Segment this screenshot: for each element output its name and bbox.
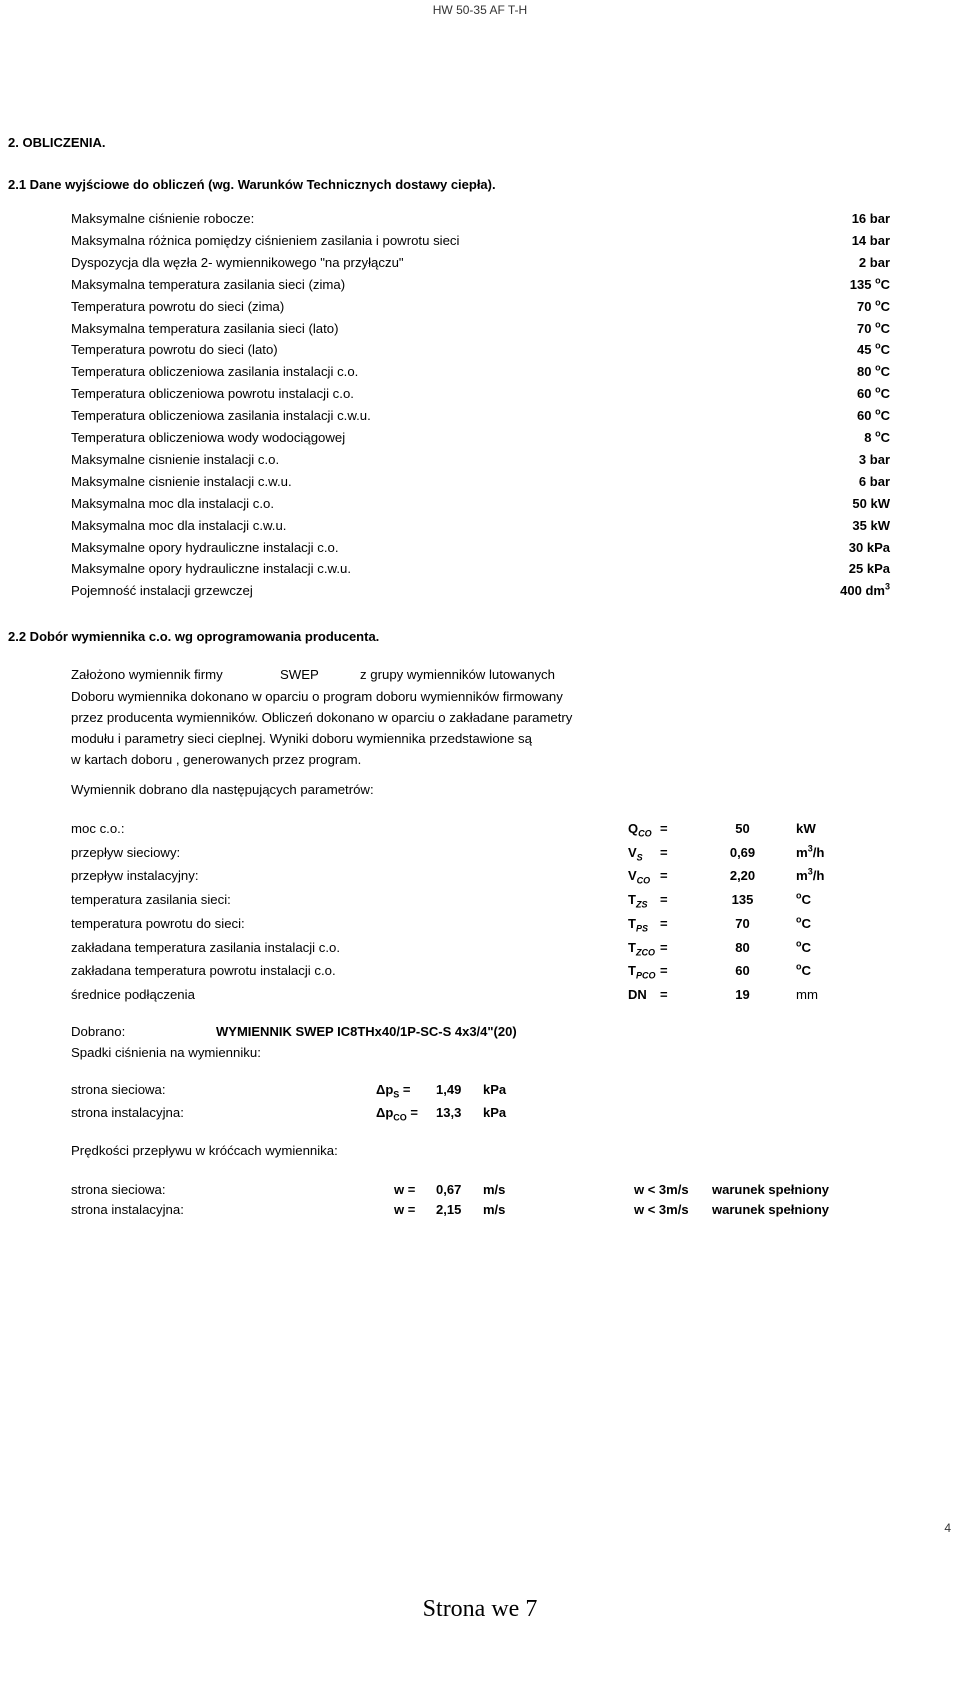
- data-row-unit: $^o$C: [875, 384, 890, 401]
- data-row-value: [770, 386, 890, 401]
- param-value: 0,69: [729, 845, 756, 860]
- param-value: 2,20: [729, 868, 756, 883]
- params-intro: Wymiennik dobrano dla następujących parametrów:: [71, 782, 374, 797]
- data-row-label: Temperatura obliczeniowa zasilania instalacji c.w.u.: [71, 408, 371, 423]
- data-row-unit: $^o$C: [875, 340, 890, 357]
- pressure-label: strona sieciowa:: [71, 1082, 166, 1097]
- param-equals: =: [660, 845, 668, 860]
- param-value: 50: [735, 821, 750, 836]
- data-row-unit: kW: [866, 496, 890, 511]
- data-row-label: Temperatura obliczeniowa zasilania instalacji c.o.: [71, 364, 359, 379]
- data-row-unit: bar: [866, 255, 890, 270]
- subsection-title-2-2: 2.2 Dobór wymiennika c.o. wg oprogramowania producenta.: [8, 629, 380, 644]
- param-value: 19: [735, 987, 750, 1002]
- data-row-number: 6: [858, 474, 867, 489]
- data-row-label: Maksymalne ciśnienie robocze:: [71, 211, 255, 226]
- data-row-number: 60: [857, 386, 872, 401]
- data-row-label: Temperatura powrotu do sieci (zima): [71, 299, 285, 314]
- data-row-unit: bar: [866, 233, 890, 248]
- pressure-label: strona instalacyjna:: [71, 1105, 184, 1120]
- pressure-unit: kPa: [483, 1082, 507, 1097]
- data-row-value: [770, 474, 890, 489]
- velocity-value: 2,15: [436, 1202, 462, 1217]
- param-symbol: $T_{ZCO}$: [628, 940, 655, 958]
- data-row-label: Maksymalna temperatura zasilania sieci (zima): [71, 277, 346, 292]
- data-row-label: Maksymalne opory hydrauliczne instalacji c.w.u.: [71, 561, 351, 576]
- pressure-symbol: $\Delta p_{CO}$ =: [376, 1105, 419, 1123]
- data-row-number: 30: [848, 540, 864, 555]
- param-symbol: $V_S$: [628, 845, 643, 863]
- data-row-label: Maksymalne opory hydrauliczne instalacji c.o.: [71, 540, 339, 555]
- velocity-unit: m/s: [483, 1202, 506, 1217]
- data-row-value: [770, 233, 890, 248]
- param-equals: =: [660, 821, 668, 836]
- data-row-unit: bar: [866, 211, 890, 226]
- data-row-label: Maksymalna temperatura zasilania sieci (lato): [71, 321, 339, 336]
- velocity-symbol: w =: [394, 1202, 416, 1217]
- param-symbol: $V_{CO}$: [628, 868, 651, 886]
- data-row-label: Pojemność instalacji grzewczej: [71, 583, 253, 598]
- data-row-value: [770, 496, 890, 511]
- data-row-value: [770, 518, 890, 533]
- param-unit: mm: [796, 987, 818, 1002]
- velocity-status: warunek spełniony: [712, 1202, 830, 1217]
- data-row-label: Maksymalna moc dla instalacji c.o.: [71, 496, 275, 511]
- page-footer: Strona we 7: [422, 1596, 538, 1622]
- data-row-unit: $^o$C: [875, 362, 890, 379]
- param-symbol: $T_{PCO}$: [628, 963, 656, 981]
- data-row-unit: $^o$C: [875, 406, 890, 423]
- data-row-number: 3: [858, 452, 867, 467]
- param-unit: $^o$C: [796, 890, 812, 907]
- param-value: 135: [731, 892, 754, 907]
- data-row-number: 2: [858, 255, 867, 270]
- param-equals: =: [660, 868, 668, 883]
- param-equals: =: [660, 987, 668, 1002]
- velocity-status: warunek spełniony: [712, 1182, 830, 1197]
- param-value: 80: [735, 940, 750, 955]
- data-row-unit: kPa: [863, 540, 890, 555]
- param-symbol: $T_{PS}$: [628, 916, 648, 934]
- pressure-unit: kPa: [483, 1105, 507, 1120]
- intro-text: Założono wymiennik firmy: [71, 667, 223, 682]
- chosen-exchanger: WYMIENNIK SWEP IC8THx40/1P-SC-S 4x3/4"(20): [216, 1024, 517, 1039]
- data-row-value: [770, 255, 890, 270]
- data-row-unit: $^o$C: [875, 428, 890, 445]
- data-row-number: 45: [857, 342, 872, 357]
- data-row-number: 16: [851, 211, 867, 226]
- paragraph-line: przez producenta wymienników. Obliczeń dokonano w oparciu o zakładane parametry: [71, 710, 573, 725]
- param-label: zakładana temperatura powrotu instalacji c.o.: [71, 963, 336, 978]
- param-equals: =: [660, 940, 668, 955]
- velocity-condition: w < 3m/s: [634, 1202, 689, 1217]
- data-row-value: [770, 408, 890, 423]
- param-unit: $^o$C: [796, 961, 812, 978]
- intro-text-2: z grupy wymienników lutowanych: [360, 667, 555, 682]
- paragraph-line: modułu i parametry sieci cieplnej. Wyniki doboru wymiennika przedstawione są: [71, 731, 532, 746]
- data-row-value: [770, 540, 890, 555]
- param-value: 70: [735, 916, 750, 931]
- data-row-value: [770, 211, 890, 226]
- data-row-label: Maksymalne cisnienie instalacji c.w.u.: [71, 474, 292, 489]
- paragraph-line: w kartach doboru , generowanych przez program.: [71, 752, 362, 767]
- data-row-value: [770, 342, 890, 357]
- data-row-unit: kW: [866, 518, 890, 533]
- pressure-symbol: $\Delta p_S$ =: [376, 1082, 411, 1100]
- param-unit: kW: [796, 821, 816, 836]
- param-label: temperatura zasilania sieci:: [71, 892, 231, 907]
- param-symbol: DN: [628, 987, 647, 1002]
- velocity-value: 0,67: [436, 1182, 462, 1197]
- data-row-number: 70: [857, 321, 872, 336]
- data-row-number: 14: [851, 233, 867, 248]
- velocity-symbol: w =: [394, 1182, 416, 1197]
- data-row-value: [770, 561, 890, 576]
- data-row-number: 60: [857, 408, 872, 423]
- data-row-value: [770, 364, 890, 379]
- data-row-number: 25: [848, 561, 864, 576]
- velocity-title: Prędkości przepływu w króćcach wymiennika:: [71, 1143, 338, 1158]
- velocity-label: strona sieciowa:: [71, 1182, 166, 1197]
- data-row-label: Maksymalna różnica pomiędzy ciśnieniem zasilania i powrotu sieci: [71, 233, 460, 248]
- velocity-condition: w < 3m/s: [634, 1182, 689, 1197]
- pressure-value: 1,49: [436, 1082, 462, 1097]
- param-label: moc c.o.:: [71, 821, 125, 836]
- pressure-value: 13,3: [436, 1105, 462, 1120]
- data-row-label: Maksymalna moc dla instalacji c.w.u.: [71, 518, 287, 533]
- param-equals: =: [660, 963, 668, 978]
- data-row-number: 50: [852, 496, 867, 511]
- data-row-number: 135: [849, 277, 872, 292]
- param-equals: =: [660, 892, 668, 907]
- param-symbol: $Q_{CO}$: [628, 821, 652, 839]
- data-row-number: 400: [840, 583, 862, 598]
- data-row-unit: bar: [866, 452, 890, 467]
- param-label: temperatura powrotu do sieci:: [71, 916, 245, 931]
- data-row-unit: $^o$C: [875, 297, 890, 314]
- data-row-value: [770, 321, 890, 336]
- velocity-unit: m/s: [483, 1182, 506, 1197]
- param-value: 60: [735, 963, 750, 978]
- intro-brand: SWEP: [280, 667, 319, 682]
- data-row-value: [770, 583, 890, 598]
- data-row-unit: bar: [866, 474, 890, 489]
- page-number: 4: [944, 1521, 951, 1535]
- data-row-number: 80: [857, 364, 872, 379]
- data-row-value: [770, 452, 890, 467]
- document-header: HW 50-35 AF T-H: [432, 3, 528, 17]
- section-title: 2. OBLICZENIA.: [8, 135, 106, 150]
- param-label: średnice podłączenia: [71, 987, 195, 1002]
- pressure-title: Spadki ciśnienia na wymienniku:: [71, 1045, 261, 1060]
- param-label: zakładana temperatura zasilania instalacji c.o.: [71, 940, 341, 955]
- data-row-label: Temperatura obliczeniowa powrotu instalacji c.o.: [71, 386, 354, 401]
- param-equals: =: [660, 916, 668, 931]
- subsection-title-2-1: 2.1 Dane wyjściowe do obliczeń (wg. Warunków Technicznych dostawy ciepła).: [8, 177, 496, 192]
- param-unit: $m^3/h$: [796, 866, 825, 883]
- param-symbol: $T_{ZS}$: [628, 892, 648, 910]
- data-row-value: [770, 277, 890, 292]
- data-row-value: [770, 299, 890, 314]
- param-label: przepływ sieciowy:: [71, 845, 181, 860]
- data-row-unit: $^o$C: [875, 275, 890, 292]
- param-unit: $m^3/h$: [796, 843, 825, 860]
- data-row-unit: $^o$C: [875, 319, 890, 336]
- param-unit: $^o$C: [796, 938, 812, 955]
- paragraph-line: Doboru wymiennika dokonano w oparciu o program doboru wymienników firmowany: [71, 689, 563, 704]
- chosen-label: Dobrano:: [71, 1024, 126, 1039]
- data-row-value: [770, 430, 890, 445]
- param-label: przepływ instalacyjny:: [71, 868, 199, 883]
- data-row-label: Temperatura powrotu do sieci (lato): [71, 342, 278, 357]
- param-unit: $^o$C: [796, 914, 812, 931]
- velocity-label: strona instalacyjna:: [71, 1202, 184, 1217]
- data-row-label: Maksymalne cisnienie instalacji c.o.: [71, 452, 280, 467]
- data-row-unit: $dm^3$: [861, 581, 890, 598]
- data-row-unit: kPa: [863, 561, 890, 576]
- data-row-number: 8: [864, 430, 872, 445]
- data-row-number: 70: [857, 299, 872, 314]
- data-row-label: Dyspozycja dla węzła 2- wymiennikowego "na przyłączu": [71, 255, 404, 270]
- data-row-number: 35: [852, 518, 867, 533]
- data-row-label: Temperatura obliczeniowa wody wodociągowej: [71, 430, 346, 445]
